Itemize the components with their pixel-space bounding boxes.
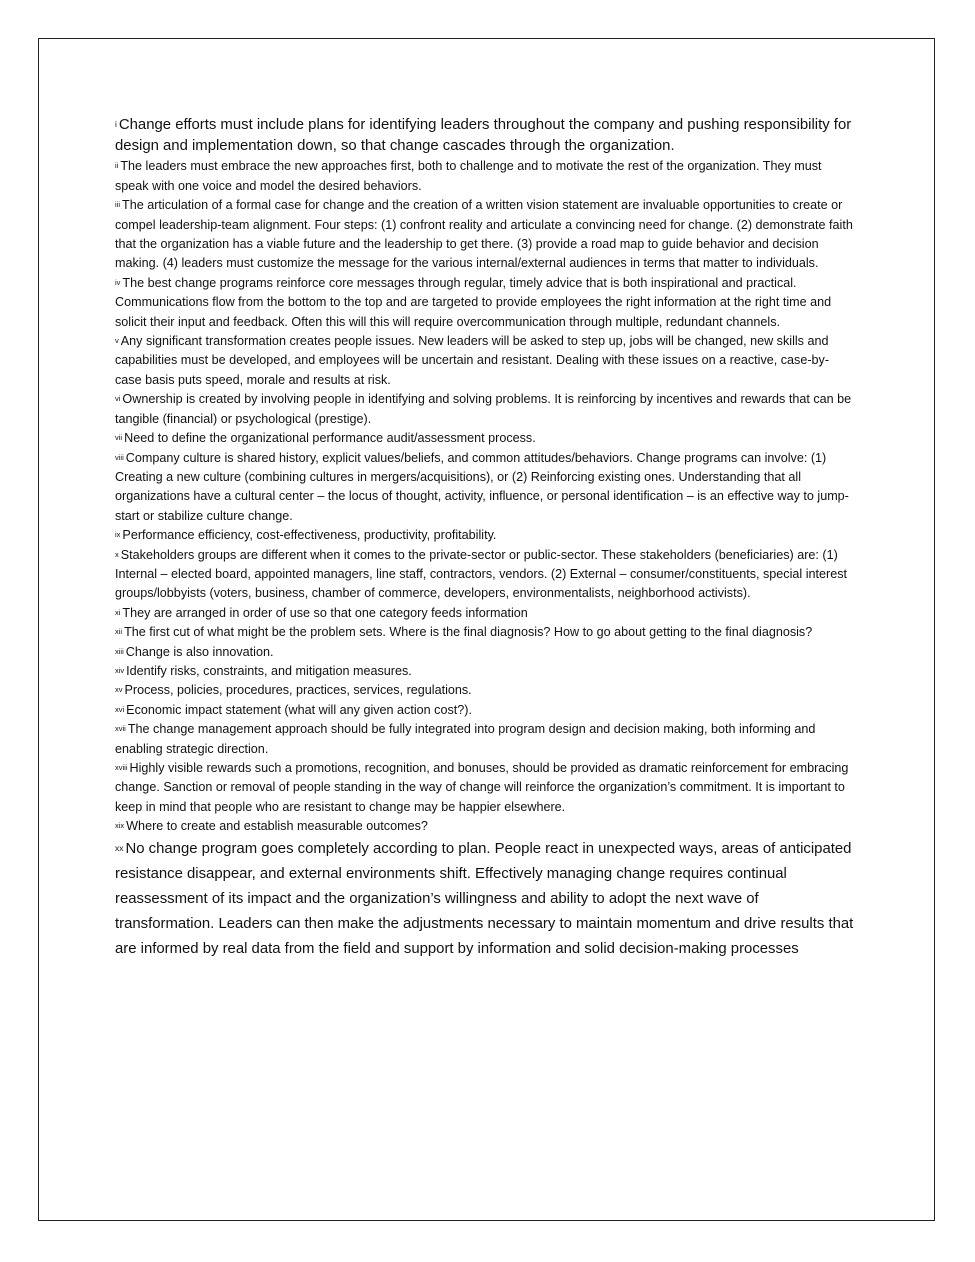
endnote-text: Where to create and establish measurable outcomes? <box>126 819 428 834</box>
endnote-xx <box>115 837 855 962</box>
endnote-marker: xii <box>115 627 123 637</box>
endnote-xii <box>115 623 855 642</box>
endnote-text: Performance efficiency, cost-effectiveness, productivity, profitability. <box>122 528 497 543</box>
endnote-marker: v <box>115 336 119 346</box>
endnote-vii <box>115 429 855 448</box>
endnote-marker: ix <box>115 530 121 540</box>
endnote-marker: viii <box>115 452 124 462</box>
endnote-vi <box>115 390 855 429</box>
endnote-v <box>115 332 855 390</box>
endnote-text: Any significant transformation creates people issues. New leaders will be asked to step up, jobs will be changed, new skills and capabilities must be developed, and employees will be uncertain and resistant. Dealing with these issues on a reactive, case-by-case basis puts speed, morale and results at risk. <box>115 334 830 387</box>
endnote-marker: xviii <box>115 763 128 772</box>
endnote-i <box>115 115 855 157</box>
endnote-text: The change management approach should be fully integrated into program design and decision making, both informing and enabling strategic direction. <box>115 722 816 756</box>
endnote-marker: xvii <box>115 724 126 734</box>
endnote-xix <box>115 817 855 836</box>
endnote-xvii <box>115 720 855 759</box>
endnote-x <box>115 546 855 604</box>
endnote-marker: ii <box>115 161 119 171</box>
endnote-marker: xi <box>115 607 121 617</box>
endnote-marker: xiv <box>115 665 125 675</box>
endnote-text: Economic impact statement (what will any given action cost?). <box>126 702 472 717</box>
endnote-xvi <box>115 701 855 720</box>
endnote-marker: vii <box>115 433 123 443</box>
endnote-marker: x <box>115 549 119 559</box>
endnote-text: No change program goes completely according to plan. People react in unexpected ways, areas of anticipated resistance disappear, and external environments shift. Effectively managing change requires continual reassessment of its impact and the organization’s willingness and ability to adopt the next wave of transformation. Leaders can then make the adjustments necessary to maintain momentum and drive results that are informed by real data from the field and support by information and solid decision-making processes <box>115 840 854 957</box>
endnote-marker: vi <box>115 394 121 404</box>
endnote-marker: iii <box>115 200 120 210</box>
endnote-iv <box>115 274 855 332</box>
endnote-marker: xiii <box>115 646 124 656</box>
endnote-text: The first cut of what might be the problem sets. Where is the final diagnosis? How to go about getting to the final diagnosis? <box>124 625 813 640</box>
endnote-marker: xx <box>115 842 124 853</box>
endnote-marker: i <box>115 119 117 129</box>
endnote-text: Ownership is created by involving people in identifying and solving problems. It is reinforcing by incentives and rewards that can be tangible (financial) or psychological (prestige). <box>115 392 852 426</box>
endnote-text: Company culture is shared history, explicit values/beliefs, and common attitudes/behaviors. Change programs can involve: (1) Creating a new culture (combining cultures in mergers/acquisitions), or (2) Reinforcing existing ones. Understanding that all organizations have a cultural center – the locus of thought, activity, influence, or personal identification – is an effective way to jump-start or stabilize culture change. <box>115 450 849 523</box>
endnote-text: The best change programs reinforce core messages through regular, timely advice that is both inspirational and practical. Communications flow from the bottom to the top and are targeted to provide employees the right information at the right time and solicit their input and feedback. Often this will this will require overcommunication through multiple, redundant channels. <box>115 275 832 329</box>
endnotes-list <box>115 115 855 962</box>
endnote-text: The leaders must embrace the new approaches first, both to challenge and to motivate the rest of the organization. They must speak with one voice and model the desired behaviors. <box>115 159 822 193</box>
endnote-xv <box>115 681 855 700</box>
endnote-marker: iv <box>115 277 121 287</box>
endnote-iii <box>115 196 855 274</box>
endnote-marker: xix <box>115 821 125 831</box>
endnote-marker: xv <box>115 685 123 695</box>
endnote-xiii <box>115 643 855 662</box>
endnote-text: Stakeholders groups are different when it comes to the private-sector or public-sector. These stakeholders (beneficiaries) are: (1) Internal – elected board, appointed managers, line staff, contractors, vendors. (2) External – consumer/constituents, special interest groups/lobbyists (voters, business, chamber of commerce, developers, environmentalists, neighborhood activists). <box>115 547 847 601</box>
endnote-ix <box>115 526 855 545</box>
endnote-viii <box>115 449 855 527</box>
endnote-text: Identify risks, constraints, and mitigation measures. <box>126 663 412 678</box>
endnote-xiv <box>115 662 855 681</box>
endnote-marker: xvi <box>115 704 125 714</box>
endnote-xviii <box>115 759 855 817</box>
endnote-text: Change efforts must include plans for identifying leaders throughout the company and pushing responsibility for design and implementation down, so that change cascades through the organization. <box>115 117 852 155</box>
endnote-text: Process, policies, procedures, practices, services, regulations. <box>124 683 472 698</box>
endnote-text: Change is also innovation. <box>125 644 274 659</box>
endnote-text: The articulation of a formal case for change and the creation of a written vision statement are invaluable opportunities to create or compel leadership-team alignment. Four steps: (1) confront reality and articulate a convincing need for change. (2) demonstrate faith that the organization has a viable future and the leadership to get there. (3) provide a road map to guide behavior and decision making. (4) leaders must customize the message for the various internal/external audiences in terms that matter to individuals. <box>115 198 853 271</box>
endnote-ii <box>115 157 855 196</box>
endnote-text: Highly visible rewards such a promotions, recognition, and bonuses, should be provided as dramatic reinforcement for embracing change. Sanction or removal of people standing in the way of change will reinforce the organization’s commitment. It is important to keep in mind that people who are resistant to change may be happier elsewhere. <box>115 761 849 814</box>
endnote-xi <box>115 604 855 623</box>
endnote-text: They are arranged in order of use so that one category feeds information <box>122 605 528 620</box>
endnote-text: Need to define the organizational performance audit/assessment process. <box>124 431 536 446</box>
